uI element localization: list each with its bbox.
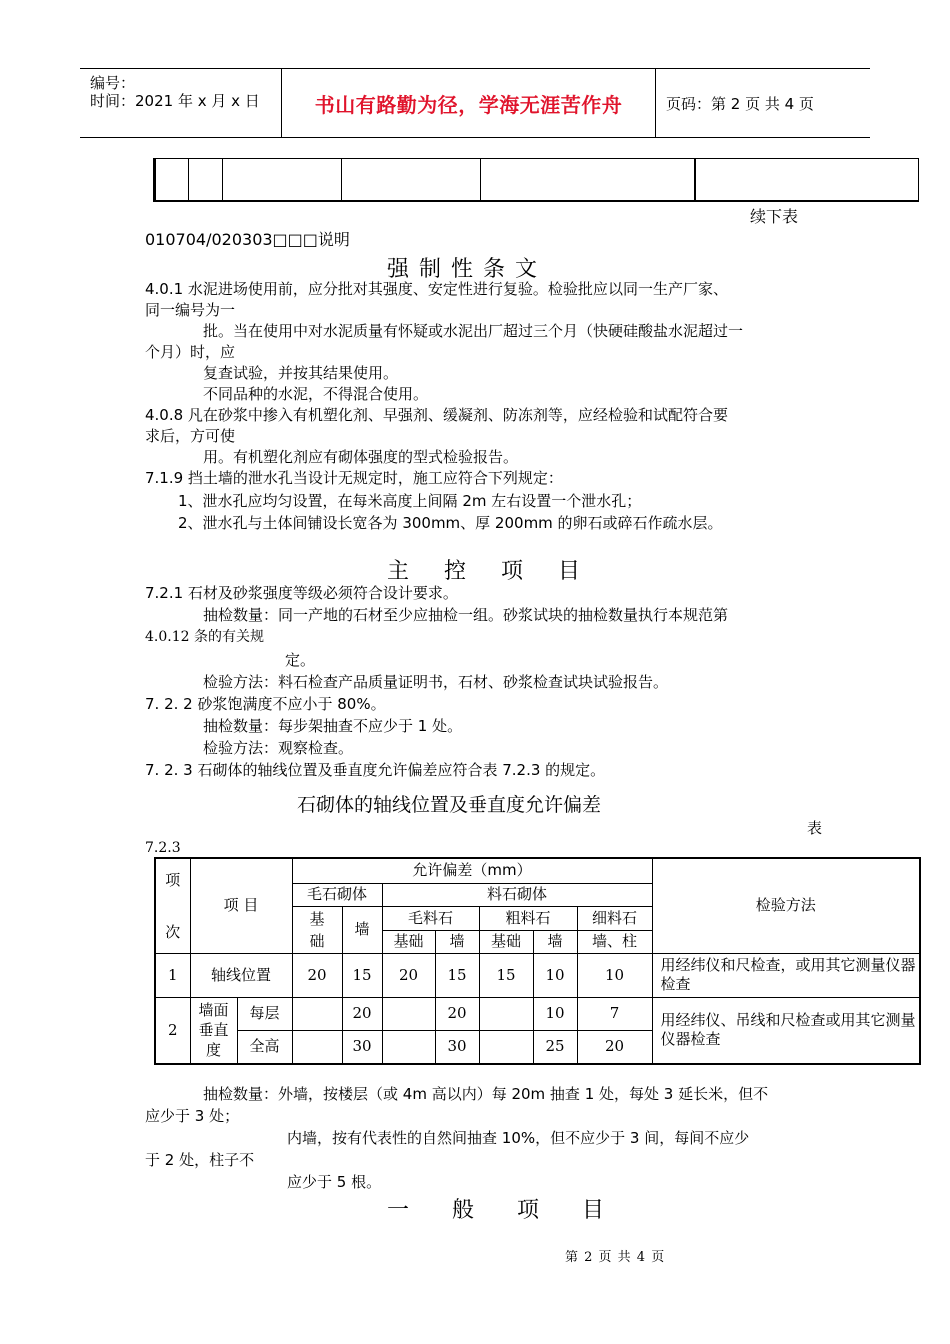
row-index: 1 (155, 953, 190, 997)
header-wall-column: 墙、柱 (577, 930, 652, 953)
row-item: 墙面垂直度 (190, 997, 237, 1064)
table-label-number: 7.2.3 (145, 840, 181, 856)
header-item: 项 目 (190, 858, 292, 953)
text-line: 4.0.1 水泥进场使用前，应分批对其强度、安定性进行复验。检验批应以同一生产厂家、 (145, 280, 728, 298)
continued-table-stub (153, 158, 919, 202)
text-line: 于 2 处，柱子不 (145, 1151, 255, 1169)
row-value (479, 1030, 533, 1064)
row-value: 30 (435, 1030, 479, 1064)
header-motto-cell (281, 69, 656, 137)
text-line: 7.2.1 石材及砂浆强度等级必须符合设计要求。 (145, 584, 458, 602)
row-value: 25 (533, 1030, 577, 1064)
row-index: 2 (155, 997, 190, 1064)
text-line: 4.0.8 凡在砂浆中掺入有机塑化剂、早强剂、缓凝剂、防冻剂等，应经检验和试配符合要 (145, 406, 728, 424)
text-line: 抽检数量：外墙，按楼层（或 4m 高以内）每 20m 抽查 1 处，每处 3 延长米，但不 (203, 1085, 769, 1103)
header-coarse-stone: 粗料石 (479, 906, 577, 930)
row-value: 20 (382, 953, 435, 997)
header-wall: 墙 (533, 930, 577, 953)
row-method: 用经纬仪、吊线和尺检查或用其它测量仪器检查 (652, 997, 920, 1064)
text-line: 复查试验，并按其结果使用。 (203, 364, 399, 382)
header-allowed-deviation: 允许偏差（mm） (292, 858, 652, 883)
header-base: 基础 (382, 930, 435, 953)
row-value (479, 997, 533, 1030)
text-line: 抽检数量：同一产地的石材至少应抽检一组。砂浆试块的抽检数量执行本规范第 (203, 606, 729, 624)
row-value: 20 (577, 1030, 652, 1064)
section-main: 主 控 项 目 (387, 559, 594, 584)
table-row (155, 953, 920, 997)
row-method: 用经纬仪和尺检查，或用其它测量仪器检查 (652, 953, 920, 997)
code-label: 编号： (90, 74, 136, 92)
text-line: 用。有机塑化剂应有砌体强度的型式检验报告。 (203, 448, 519, 466)
header-base: 基础 (479, 930, 533, 953)
row-value: 15 (342, 953, 382, 997)
motto: 书山有路勤为径，学海无涯苦作舟 (314, 92, 623, 117)
header-method: 检验方法 (652, 858, 920, 953)
table-row (155, 997, 920, 1030)
text-line: 不同品种的水泥，不得混合使用。 (203, 385, 429, 403)
section-general: 一 般 项 目 (387, 1198, 622, 1223)
row-item: 轴线位置 (190, 953, 292, 997)
text-line: 定。 (285, 651, 316, 669)
row-value (382, 997, 435, 1030)
text-line: 检验方法：观察检查。 (203, 739, 354, 757)
row-value (382, 1030, 435, 1064)
row-value: 15 (479, 953, 533, 997)
continue-label: 续下表 (750, 207, 799, 226)
header-rubble-masonry: 毛石砌体 (292, 883, 382, 906)
header-rough-stone: 毛料石 (382, 906, 479, 930)
text-line: 4.0.12 条的有关规 (145, 629, 264, 645)
text-line: 应少于 3 处； (145, 1107, 240, 1125)
header-ashlar-masonry: 料石砌体 (382, 883, 652, 906)
page-footer: 第 2 页 共 4 页 (565, 1250, 666, 1265)
text-line: 2、泄水孔与土体间铺设长宽各为 300mm、厚 200mm 的卵石或碎石作疏水层。 (178, 514, 723, 532)
deviation-table (154, 857, 921, 1065)
header-index: 项 次 (155, 858, 190, 953)
text-line: 7. 2. 2 砂浆饱满度不应小于 80%。 (145, 695, 386, 713)
text-line: 应少于 5 根。 (287, 1173, 382, 1191)
row-subitem: 全高 (237, 1030, 292, 1064)
text-line: 批。当在使用中对水泥质量有怀疑或水泥出厂超过三个月（快硬硅酸盐水泥超过一 (203, 322, 744, 340)
row-value: 20 (292, 953, 342, 997)
header-fine-stone: 细料石 (577, 906, 652, 930)
text-line: 内墙，按有代表性的自然间抽查 10%，但不应少于 3 间，每间不应少 (287, 1129, 750, 1147)
text-line: 7.1.9 挡土墙的泄水孔当设计无规定时，施工应符合下列规定： (145, 469, 563, 487)
text-line: 抽检数量：每步架抽查不应少于 1 处。 (203, 717, 463, 735)
header-meta (80, 69, 281, 137)
table-title: 石砌体的轴线位置及垂直度允许偏差 (297, 794, 602, 816)
note-title: 010704/020303□□□说明 (145, 230, 350, 249)
row-value: 15 (435, 953, 479, 997)
text-line: 同一编号为一 (145, 301, 236, 319)
header-foundation: 基础 (292, 906, 342, 953)
row-value: 10 (533, 997, 577, 1030)
section-mandatory: 强制性条文 (387, 257, 548, 282)
text-line: 7. 2. 3 石砌体的轴线位置及垂直度允许偏差应符合表 7.2.3 的规定。 (145, 761, 606, 779)
row-value: 30 (342, 1030, 382, 1064)
row-value (292, 1030, 342, 1064)
text-line: 个月）时，应 (145, 343, 236, 361)
row-value: 20 (435, 997, 479, 1030)
row-value: 10 (577, 953, 652, 997)
header-page-cell (656, 69, 870, 137)
row-value: 7 (577, 997, 652, 1030)
row-value: 10 (533, 953, 577, 997)
row-value (292, 997, 342, 1030)
time-label: 时间：2021 年 x 月 x 日 (90, 92, 260, 110)
page-info: 页码：第 2 页 共 4 页 (666, 94, 814, 113)
header-wall: 墙 (435, 930, 479, 953)
table-label: 表 (807, 819, 823, 837)
row-subitem: 每层 (237, 997, 292, 1030)
row-value: 20 (342, 997, 382, 1030)
page-header (80, 68, 870, 138)
text-line: 检验方法：料石检查产品质量证明书，石材、砂浆检查试块试验报告。 (203, 673, 669, 691)
text-line: 1、泄水孔应均匀设置，在每米高度上间隔 2m 左右设置一个泄水孔； (178, 492, 642, 510)
header-wall: 墙 (342, 906, 382, 953)
text-line: 求后，方可使 (145, 427, 236, 445)
